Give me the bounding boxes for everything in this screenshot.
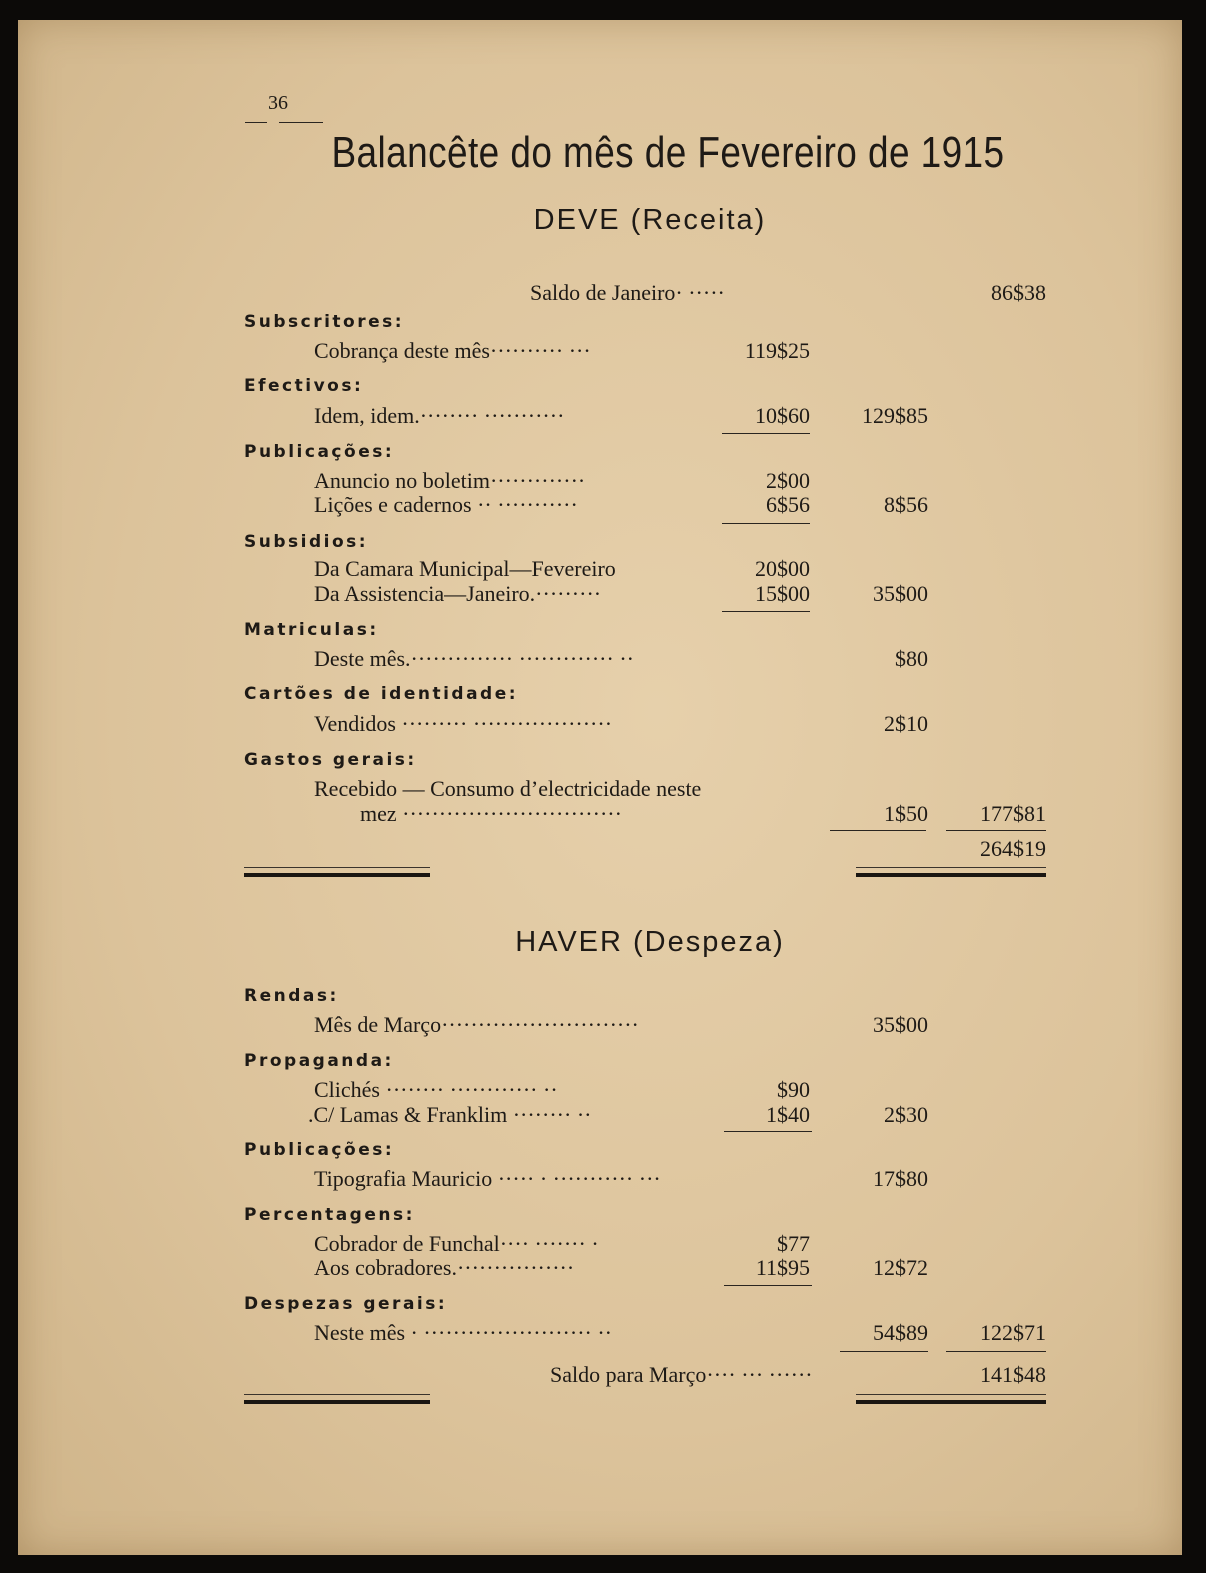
page-number: 36 — [268, 92, 288, 114]
haver-heading: HAVER (Despeza) — [515, 926, 785, 958]
saldo-marco-value: 141$48 — [980, 1362, 1046, 1387]
efectivos-subtotal: 129$85 — [862, 403, 928, 428]
double-rule — [856, 873, 1046, 877]
licoes-label: Lições e cadernos ·· ··········· — [314, 492, 578, 517]
cobranca-label: Cobrança deste mês·········· ··· — [314, 338, 591, 363]
anuncio-label: Anuncio no boletim············· — [314, 468, 586, 493]
anuncio-value: 2$00 — [766, 468, 810, 493]
saldo-janeiro-value: 86$38 — [991, 280, 1046, 305]
category-publicacoes-haver: Publicações: — [244, 1140, 395, 1160]
cobradores-value: 11$95 — [755, 1255, 810, 1280]
page-number-rule-left — [245, 122, 267, 123]
matriculas-value: $80 — [895, 646, 928, 671]
double-rule — [244, 1394, 430, 1395]
category-publicacoes: Publicações: — [244, 442, 395, 462]
deve-heading: DEVE (Receita) — [533, 204, 767, 236]
ledger-page — [18, 20, 1182, 1555]
publicacoes-subtotal: 8$56 — [884, 492, 928, 517]
rule — [722, 611, 810, 612]
category-efectivos: Efectivos: — [244, 376, 364, 396]
tipografia-label: Tipografia Mauricio ····· · ··········· ··· — [314, 1166, 661, 1191]
camara-value: 20$00 — [755, 556, 810, 581]
mez-value: 1$50 — [884, 801, 928, 826]
double-rule — [244, 873, 430, 877]
category-percentagens: Percentagens: — [244, 1205, 415, 1225]
assistencia-label: Da Assistencia—Janeiro.········· — [314, 581, 602, 606]
double-rule — [856, 1400, 1046, 1404]
double-rule — [856, 1394, 1046, 1395]
haver-total: 122$71 — [980, 1320, 1046, 1345]
neste-value: 54$89 — [873, 1320, 928, 1345]
camara-label: Da Camara Municipal—Fevereiro — [314, 556, 616, 581]
category-propaganda: Propaganda: — [244, 1051, 394, 1071]
cliches-value: $90 — [777, 1077, 810, 1102]
recebido-label: Recebido — Consumo d’electricidade neste — [314, 776, 702, 801]
funchal-value: $77 — [777, 1231, 810, 1256]
saldo-marco-label: Saldo para Março···· ··· ······ — [550, 1362, 813, 1387]
cobradores-label: Aos cobradores.················ — [314, 1255, 575, 1280]
lamas-label: .C/ Lamas & Franklim ········ ·· — [308, 1102, 592, 1127]
mez-label: mez ······························ — [360, 801, 622, 826]
rule — [724, 1131, 812, 1132]
category-matriculas: Matriculas: — [244, 620, 379, 640]
matriculas-label: Deste mês.·············· ············· ·· — [314, 646, 634, 671]
deve-grand-total: 264$19 — [980, 836, 1046, 861]
vendidos-value: 2$10 — [884, 711, 928, 736]
page-number-rule-right — [279, 122, 323, 123]
rule — [946, 1351, 1046, 1352]
category-gastos: Gastos gerais: — [244, 750, 417, 770]
neste-label: Neste mês · ······················· ·· — [314, 1320, 613, 1345]
double-rule — [856, 867, 1046, 868]
rule — [722, 523, 810, 524]
category-cartoes: Cartões de identidade: — [244, 684, 519, 704]
rule — [946, 830, 1046, 831]
rule — [722, 433, 810, 434]
category-rendas: Rendas: — [244, 986, 339, 1006]
cliches-label: Clichés ········ ············ ·· — [314, 1077, 558, 1102]
funchal-label: Cobrador de Funchal···· ······· · — [314, 1231, 599, 1256]
double-rule — [244, 867, 430, 868]
assistencia-value: 15$00 — [755, 581, 810, 606]
percentagens-subtotal: 12$72 — [873, 1255, 928, 1280]
category-subscritores: Subscritores: — [244, 312, 405, 332]
cobranca-value: 119$25 — [744, 338, 810, 363]
rule — [830, 830, 926, 831]
saldo-janeiro-label: Saldo de Janeiro· ····· — [530, 280, 725, 305]
double-rule — [244, 1400, 430, 1404]
licoes-value: 6$56 — [766, 492, 810, 517]
lamas-value: 1$40 — [766, 1102, 810, 1127]
tipografia-value: 17$80 — [873, 1166, 928, 1191]
rule — [724, 1285, 812, 1286]
propaganda-subtotal: 2$30 — [884, 1102, 928, 1127]
marco-value: 35$00 — [873, 1012, 928, 1037]
rule — [840, 1351, 928, 1352]
vendidos-label: Vendidos ········· ··················· — [314, 711, 613, 736]
deve-total: 177$81 — [980, 801, 1046, 826]
subsidios-subtotal: 35$00 — [873, 581, 928, 606]
idem-label: Idem, idem.········ ··········· — [314, 403, 565, 428]
page-title: Balancête do mês de Fevereiro de 1915 — [331, 128, 1005, 177]
category-subsidios: Subsidios: — [244, 532, 369, 552]
marco-label: Mês de Março··························· — [314, 1012, 639, 1037]
idem-value: 10$60 — [755, 403, 810, 428]
category-despezas: Despezas gerais: — [244, 1294, 448, 1314]
